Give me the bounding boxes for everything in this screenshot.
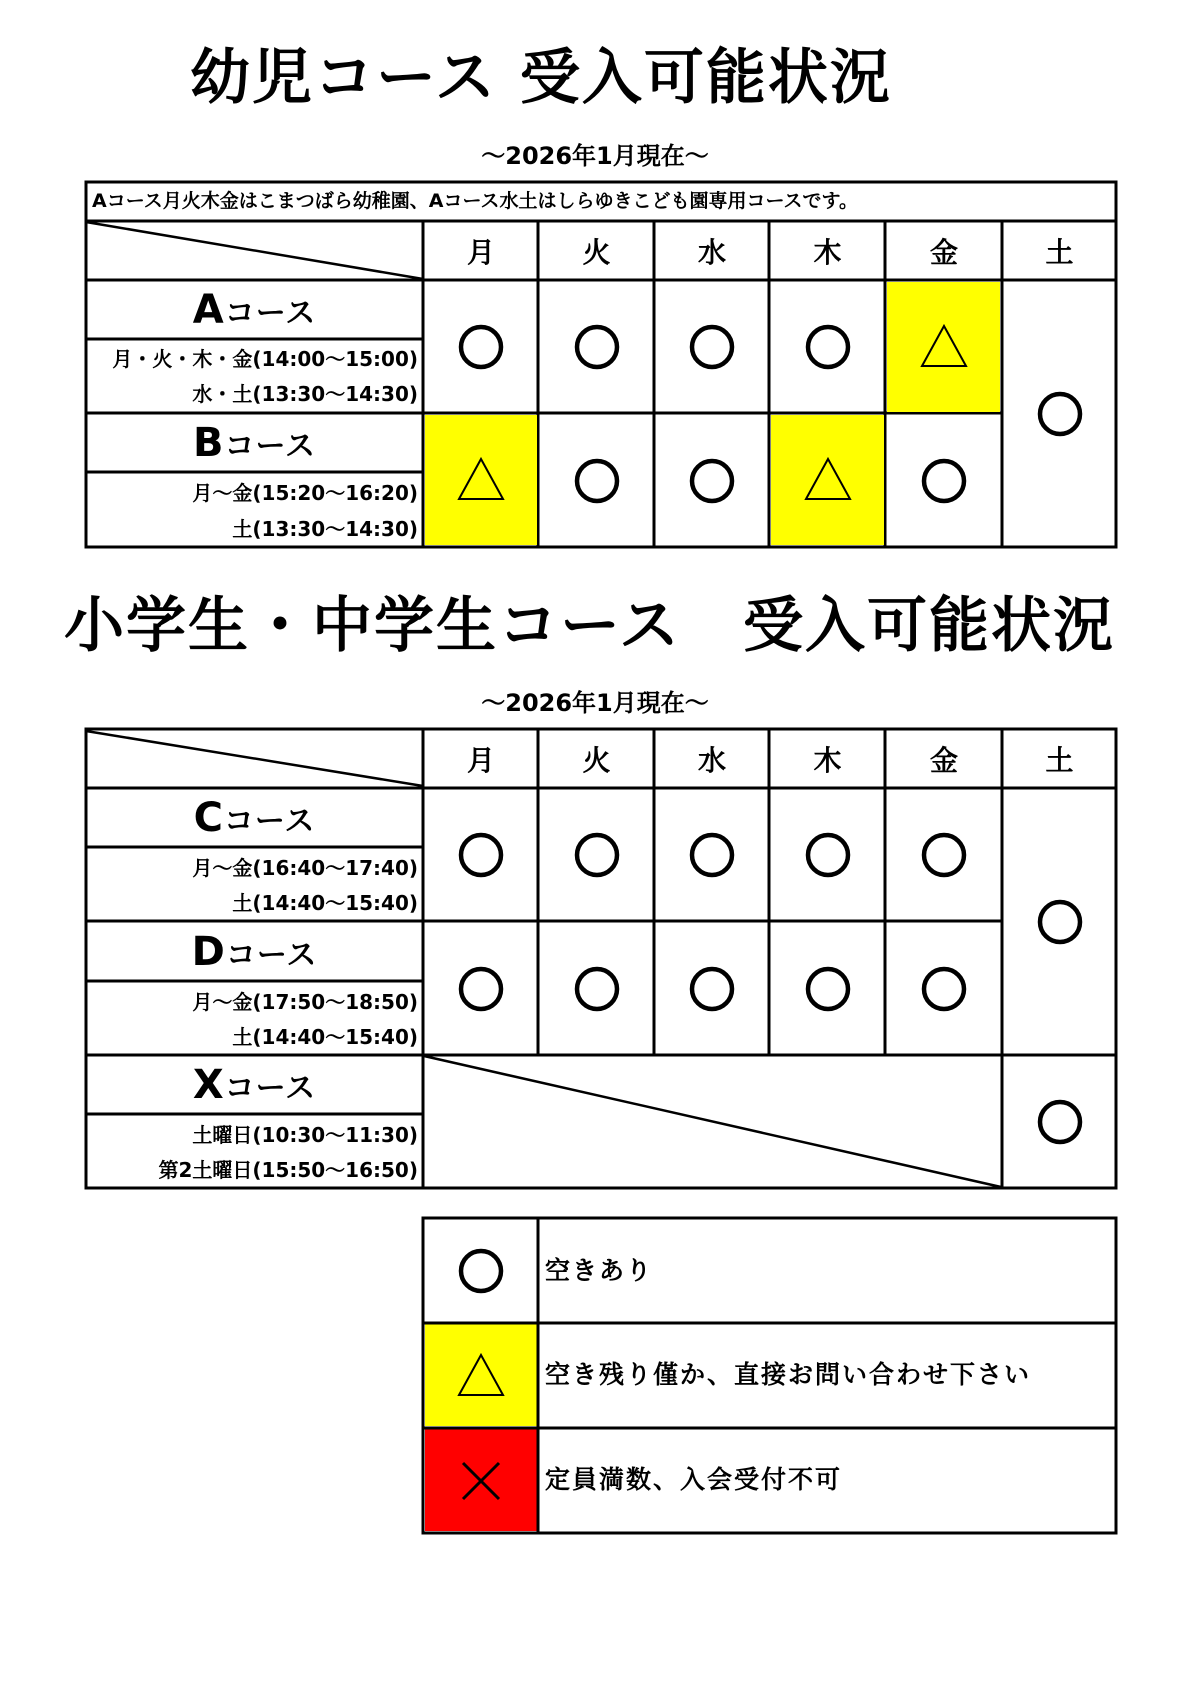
kids-day-tue: 火 <box>582 236 611 269</box>
course-d-letter: D <box>191 928 226 975</box>
course-c-time-1: 月～金(16:40～17:40) <box>192 856 418 880</box>
course-x-letter: X <box>192 1062 225 1108</box>
triangle-icon <box>455 1350 507 1402</box>
course-x-time-2: 第2土曜日(15:50～16:50) <box>158 1158 418 1182</box>
legend-triangle-symbol <box>424 1324 538 1428</box>
course-x-suffix: コース <box>224 1071 317 1106</box>
legend-cross-symbol <box>424 1429 538 1533</box>
kids-title: 幼児コース 受入可能状況 <box>190 43 892 113</box>
kids-subtitle: ～2026年1月現在～ <box>481 142 709 170</box>
circle-icon <box>455 1245 507 1297</box>
school-day-fri: 金 <box>929 744 958 777</box>
legend-circle-symbol <box>424 1219 538 1323</box>
course-d-suffix: コース <box>225 937 318 973</box>
school-day-mon: 月 <box>466 744 495 777</box>
kids-day-mon: 月 <box>466 236 495 269</box>
kids-day-thu: 木 <box>813 236 842 269</box>
course-a-letter: A <box>192 287 225 333</box>
course-a-time-2: 水・土(13:30～14:30) <box>192 382 418 406</box>
course-b-suffix: コース <box>224 429 316 464</box>
school-title: 小学生・中学生コース 受入可能状況 <box>64 591 1115 661</box>
course-d-time-2: 土(14:40～15:40) <box>232 1025 418 1049</box>
school-day-thu: 木 <box>813 744 842 777</box>
course-b-letter: B <box>193 420 225 466</box>
course-b-time-1: 月～金(15:20～16:20) <box>192 481 418 505</box>
course-a-suffix: コース <box>224 296 317 331</box>
kids-day-sat: 土 <box>1045 236 1074 269</box>
course-a-time-1: 月・火・木・金(14:00～15:00) <box>112 347 418 371</box>
course-c-suffix: コース <box>223 804 316 839</box>
course-c-letter: C <box>193 795 224 841</box>
kids-day-wed: 水 <box>697 236 726 269</box>
legend-cross-text: 定員満数、入会受付不可 <box>545 1465 843 1494</box>
kids-note: Aコース月火木金はこまつばら幼稚園、Aコース水土はしらゆきこども園専用コースです。 <box>92 190 859 212</box>
course-d-time-1: 月～金(17:50～18:50) <box>192 990 418 1014</box>
cross-icon <box>455 1455 507 1507</box>
kids-day-fri: 金 <box>929 236 958 269</box>
school-day-wed: 水 <box>697 744 726 777</box>
course-c-time-2: 土(14:40～15:40) <box>232 891 418 915</box>
legend-triangle-text: 空き残り僅か、直接お問い合わせ下さい <box>545 1360 1032 1389</box>
course-b-time-2: 土(13:30～14:30) <box>232 517 418 541</box>
school-day-tue: 火 <box>582 744 611 777</box>
course-x-time-1: 土曜日(10:30～11:30) <box>192 1123 418 1147</box>
school-day-sat: 土 <box>1045 744 1074 777</box>
legend-circle-text: 空きあり <box>545 1256 654 1285</box>
school-subtitle: ～2026年1月現在～ <box>481 689 709 717</box>
